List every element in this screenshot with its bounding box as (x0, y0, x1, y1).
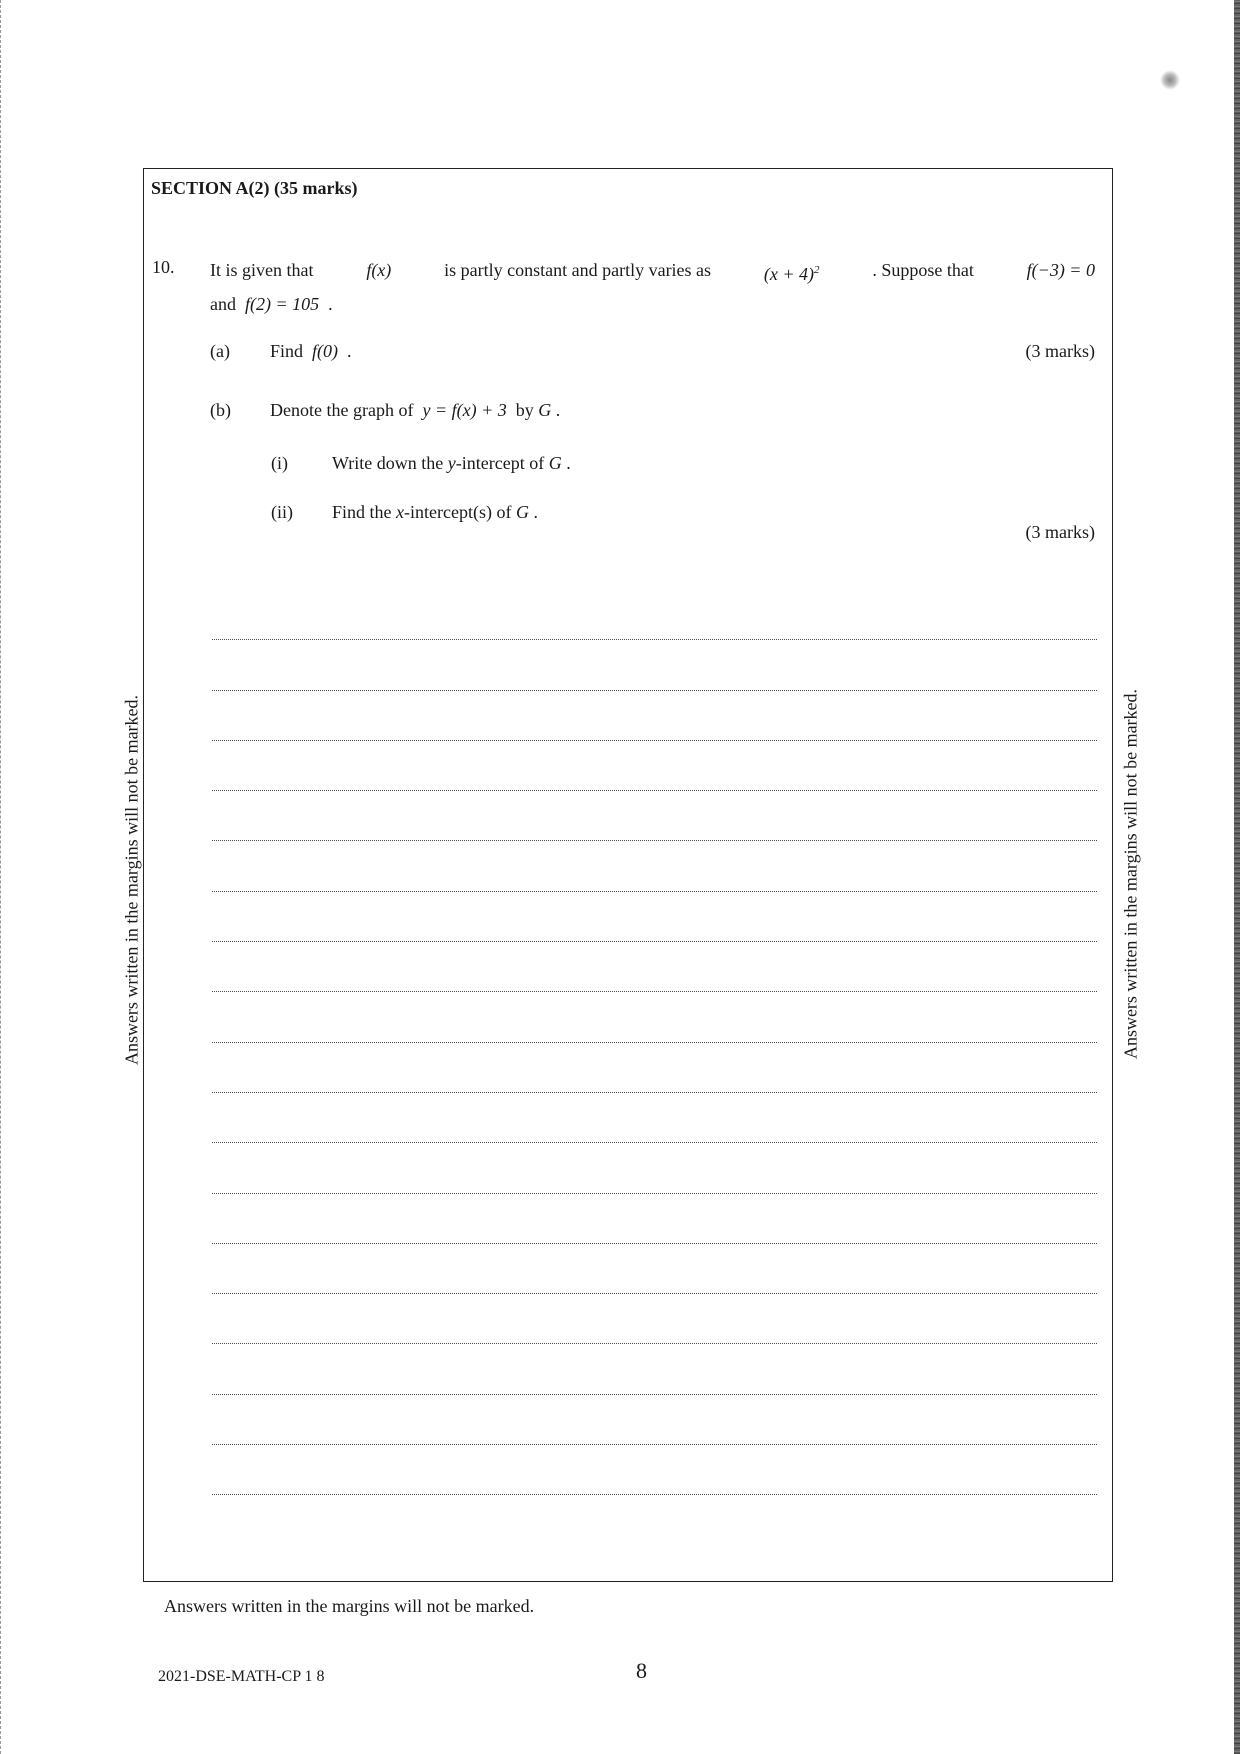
stem-text: and (210, 294, 236, 314)
scan-edge-right (1234, 0, 1240, 1754)
stem-condition-1: f(−3) = 0 (1026, 260, 1095, 280)
answer-line[interactable] (212, 1143, 1097, 1193)
stem-text: . (328, 294, 333, 314)
part-b-ii-text: Find the x-intercept(s) of G . (332, 502, 538, 522)
part-b-i-label: (i) (271, 453, 288, 473)
answer-line[interactable] (212, 590, 1097, 640)
stem-text: is partly constant and partly varies as (444, 260, 712, 280)
part-b-expr: y = f(x) + 3 (422, 400, 507, 420)
question-stem-line-2 (210, 289, 1095, 319)
page-number: 8 (636, 1658, 647, 1683)
stem-expr-fx: f(x) (366, 260, 392, 280)
stem-condition-2: f(2) = 105 (245, 294, 320, 314)
answer-line[interactable] (212, 791, 1097, 841)
part-b-text: Denote the graph of y = f(x) + 3 by G . (270, 400, 561, 420)
answer-line[interactable] (212, 1194, 1097, 1244)
answer-line[interactable] (212, 691, 1097, 741)
question-stem (210, 255, 1095, 319)
answer-line[interactable] (212, 841, 1097, 891)
part-a-marks: (3 marks) (1025, 341, 1095, 361)
answer-line[interactable] (212, 1294, 1097, 1344)
part-b-i-text: Write down the y-intercept of G . (332, 453, 571, 473)
part-b-marks: (3 marks) (1025, 522, 1095, 542)
footer-note: Answers written in the margins will not be marked. (164, 1596, 535, 1616)
scan-edge-left (0, 0, 6, 1754)
part-a-text: Find f(0) . (270, 341, 352, 361)
answer-line[interactable] (212, 942, 1097, 992)
question-stem-line-1 (210, 255, 1095, 289)
paper-code: 2021-DSE-MATH-CP 1 8 (158, 1668, 325, 1685)
question-number: 10. (152, 257, 175, 277)
answer-line[interactable] (212, 1395, 1097, 1445)
answer-line[interactable] (212, 1093, 1097, 1143)
stem-text: It is given that (210, 260, 314, 280)
margin-notice-left: Answers written in the margins will not be marked. (121, 694, 142, 1066)
graph-symbol: G (515, 502, 529, 522)
stem-text: . Suppose that (872, 260, 974, 280)
answer-line[interactable] (212, 640, 1097, 690)
margin-notice-right: Answers written in the margins will not be marked. (1120, 688, 1141, 1060)
stem-expr-power-term: $(x + 4)^2$ (763, 264, 820, 284)
exponent: 2 (814, 264, 820, 276)
answer-line[interactable] (212, 1043, 1097, 1093)
graph-symbol: G (548, 453, 562, 473)
answer-line[interactable] (212, 1445, 1097, 1495)
answer-line[interactable] (212, 1344, 1097, 1394)
answer-line[interactable] (212, 741, 1097, 791)
part-a-expr: f(0) (312, 341, 339, 361)
answer-line[interactable] (212, 892, 1097, 942)
part-b-label: (b) (210, 400, 231, 420)
part-b-ii-label: (ii) (271, 502, 293, 522)
answer-line[interactable] (212, 1244, 1097, 1294)
answer-line[interactable] (212, 992, 1097, 1042)
scan-mark (1160, 70, 1180, 90)
section-title: SECTION A(2) (35 marks) (151, 178, 358, 198)
graph-symbol: G (538, 400, 552, 420)
answer-lines[interactable] (212, 590, 1097, 1495)
part-a-label: (a) (210, 341, 230, 361)
